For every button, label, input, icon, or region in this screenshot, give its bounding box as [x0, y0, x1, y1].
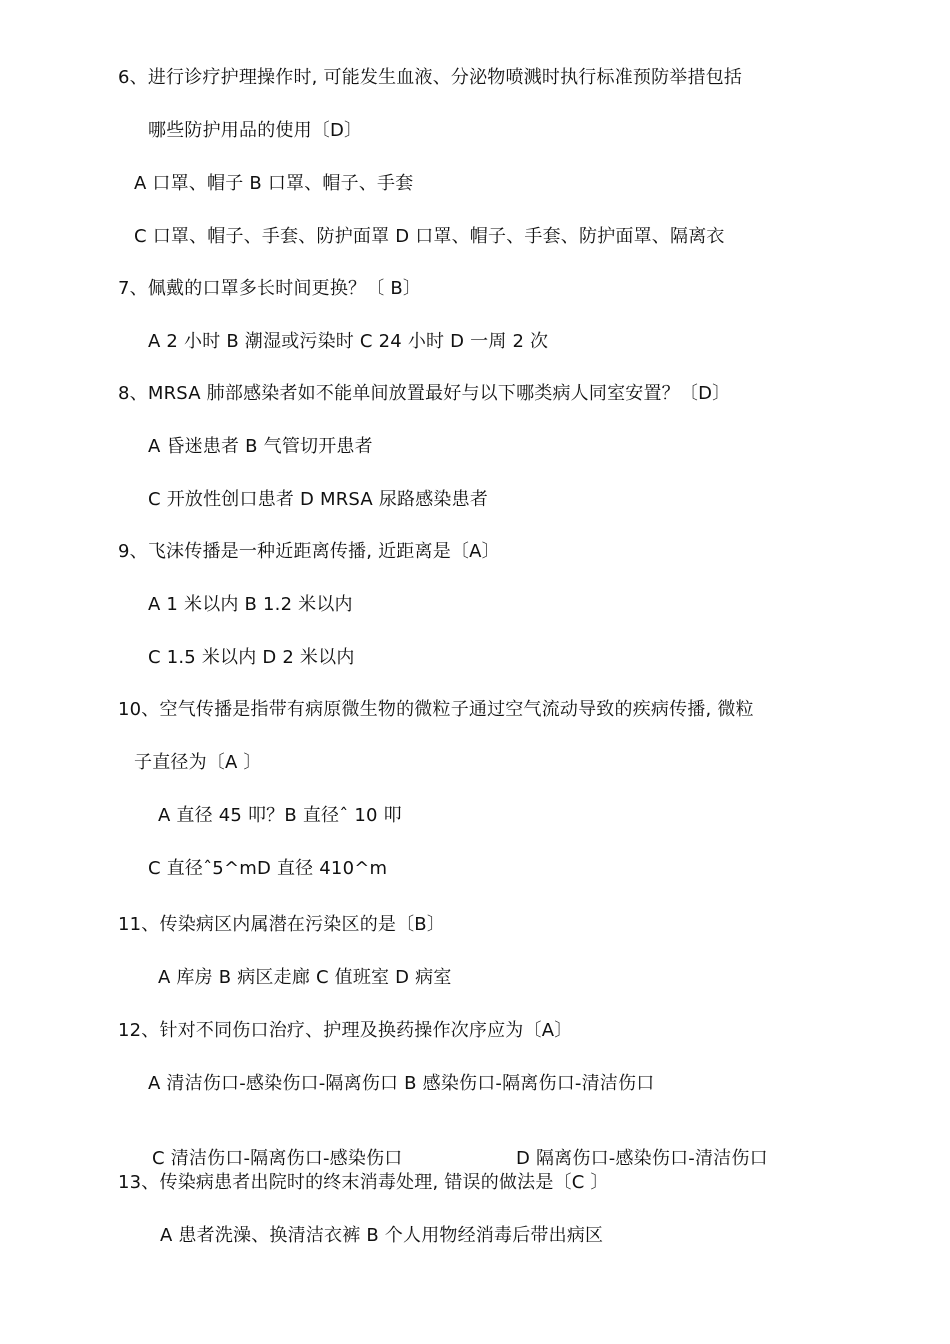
question-8-options-ab: A 昏迷患者 B 气管切开患者 — [148, 436, 373, 457]
question-12-stem: 12、针对不同伤口治疗、护理及换药操作次序应为〔A〕 — [118, 1020, 573, 1041]
question-12-option-c: C 清洁伤口-隔离伤口-感染伤口 — [152, 1148, 403, 1169]
question-10-stem-cont: 子直径为〔A 〕 — [134, 752, 262, 773]
question-10-stem: 10、空气传播是指带有病原微生物的微粒子通过空气流动导致的疾病传播, 微粒 — [118, 699, 754, 720]
question-9-stem: 9、飞沫传播是一种近距离传播, 近距离是〔A〕 — [118, 541, 500, 562]
question-8-stem: 8、MRSA 肺部感染者如不能单间放置最好与以下哪类病人同室安置？〔D〕 — [118, 383, 731, 404]
question-11-stem: 11、传染病区内属潜在污染区的是〔B〕 — [118, 914, 446, 935]
question-8-options-cd: C 开放性创口患者 D MRSA 尿路感染患者 — [148, 489, 489, 510]
question-13-options-ab: A 患者洗澡、换清洁衣裤 B 个人用物经消毒后带出病区 — [160, 1225, 604, 1246]
question-10-options-cd: C 直径ˆ5^mD 直径 410^m — [148, 858, 388, 879]
question-13-stem: 13、传染病患者出院时的终末消毒处理, 错误的做法是〔C 〕 — [118, 1172, 609, 1193]
question-12-options-ab: A 清洁伤口-感染伤口-隔离伤口 B 感染伤口-隔离伤口-清洁伤口 — [148, 1073, 655, 1094]
question-10-options-ab: A 直径 45 叩？B 直径ˆ 10 叩 — [158, 805, 402, 826]
question-6-options-cd: C 口罩、帽子、手套、防护面罩 D 口罩、帽子、手套、防护面罩、隔离衣 — [134, 226, 725, 247]
question-6-options-ab: A 口罩、帽子 B 口罩、帽子、手套 — [134, 173, 414, 194]
question-7-options: A 2 小时 B 潮湿或污染时 C 24 小时 D 一周 2 次 — [148, 331, 549, 352]
question-7-stem: 7、佩戴的口罩多长时间更换？〔 B〕 — [118, 278, 422, 299]
question-12-option-d: D 隔离伤口-感染伤口-清洁伤口 — [516, 1148, 768, 1169]
question-11-options: A 库房 B 病区走廊 C 值班室 D 病室 — [158, 967, 452, 988]
question-6-stem-cont: 哪些防护用品的使用〔D〕 — [148, 120, 363, 141]
question-9-options-cd: C 1.5 米以内 D 2 米以内 — [148, 647, 355, 668]
question-9-options-ab: A 1 米以内 B 1.2 米以内 — [148, 594, 353, 615]
question-6-stem: 6、进行诊疗护理操作时, 可能发生血液、分泌物喷溅时执行标准预防举措包括 — [118, 67, 743, 88]
